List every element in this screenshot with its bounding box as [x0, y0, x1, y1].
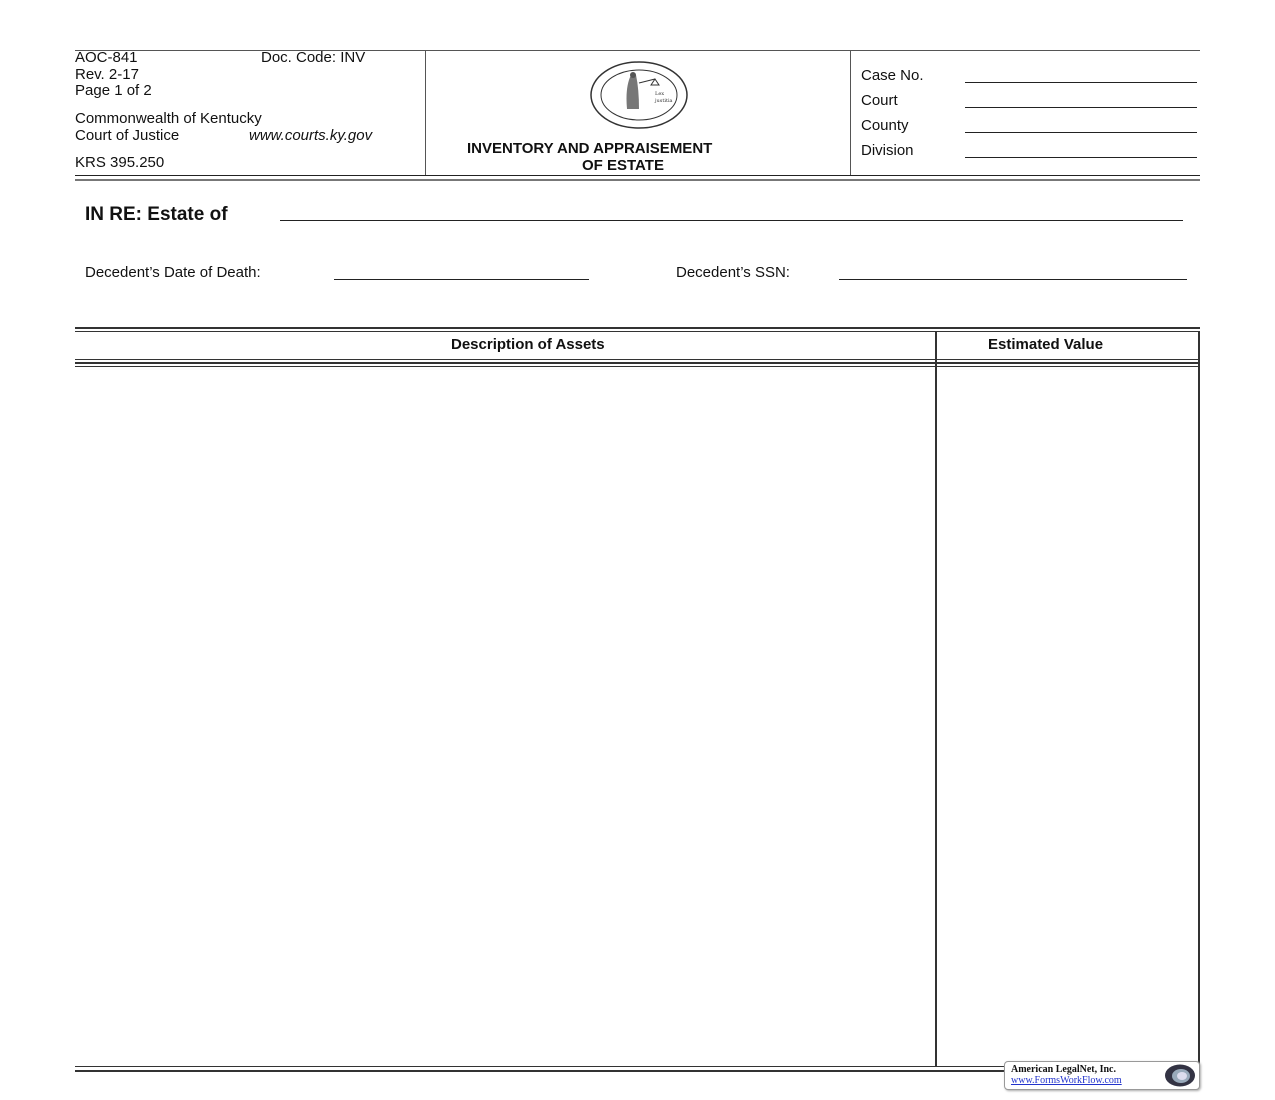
court-name: Court of Justice	[75, 127, 180, 144]
header-divider	[850, 50, 851, 175]
case-no-field[interactable]	[965, 81, 1197, 83]
county-label: County	[861, 117, 909, 134]
header-bottom-rule	[75, 175, 1200, 176]
estate-name-field[interactable]	[280, 220, 1183, 221]
legalnet-badge	[1004, 1061, 1200, 1090]
division-label: Division	[861, 142, 914, 159]
form-title: INVENTORY AND APPRAISEMENT	[467, 140, 713, 157]
svg-text:justitia: justitia	[655, 98, 673, 104]
statute: KRS 395.250	[75, 154, 165, 171]
court-seal-icon	[589, 61, 689, 129]
description-column-area[interactable]	[76, 368, 934, 1065]
formsworkflow-link[interactable]: www.FormsWorkFlow.com	[1011, 1075, 1122, 1086]
court-field[interactable]	[965, 106, 1197, 108]
court-label: Court	[861, 92, 898, 109]
header-bottom-rule	[75, 179, 1200, 181]
globe-logo-icon	[1163, 1063, 1197, 1088]
page-number: Page 1 of 2	[75, 82, 152, 99]
column-header-description: Description of Assets	[451, 336, 605, 353]
ssn-field[interactable]	[839, 279, 1187, 280]
company-name: American LegalNet, Inc.	[1011, 1064, 1116, 1075]
form-number: AOC-841	[75, 49, 138, 66]
date-of-death-field[interactable]	[334, 279, 589, 280]
header-top-rule	[75, 50, 1200, 51]
svg-text:Lex: Lex	[655, 91, 665, 97]
jurisdiction: Commonwealth of Kentucky	[75, 110, 262, 127]
revision: Rev. 2-17	[75, 66, 139, 83]
in-re-label: IN RE: Estate of	[85, 204, 228, 225]
website-link[interactable]: www.courts.ky.gov	[249, 127, 373, 144]
date-of-death-label: Decedent’s Date of Death:	[85, 264, 261, 281]
case-no-label: Case No.	[861, 67, 924, 84]
header-divider	[425, 50, 426, 175]
division-field[interactable]	[965, 156, 1197, 158]
column-header-value: Estimated Value	[988, 336, 1104, 353]
ssn-label: Decedent’s SSN:	[676, 264, 790, 281]
doc-code: Doc. Code: INV	[261, 49, 366, 66]
value-column-area[interactable]	[938, 368, 1197, 1065]
county-field[interactable]	[965, 131, 1197, 133]
form-title-line2: OF ESTATE	[582, 157, 664, 174]
